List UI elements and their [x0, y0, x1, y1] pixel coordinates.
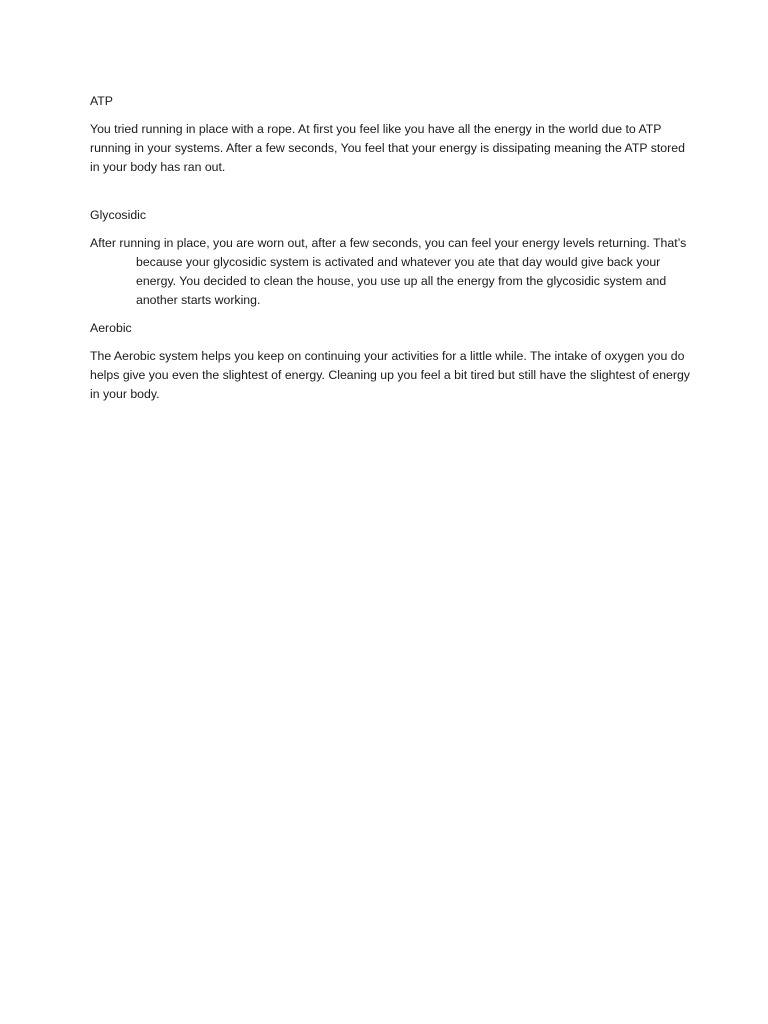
section-paragraph-aerobic: The Aerobic system helps you keep on continuing your activities for a little while. The intake of oxygen you do helps give you even the slightest of energy. Cleaning up you feel a bit tired but still have the slightest of energy in your body. [90, 349, 690, 401]
document-body [90, 92, 690, 404]
section-paragraph-glycosidic: After running in place, you are worn out, after a few seconds, you can feel your energy levels returning. That’s because your glycosidic system is activated and whatever you ate that day would give back your energy. You decided to clean the house, you use up all the energy from the glycosidic system and another starts working. [90, 236, 687, 307]
section-heading-aerobic: Aerobic [90, 321, 132, 335]
section-heading-atp: ATP [90, 94, 114, 108]
section-heading-glycosidic: Glycosidic [90, 208, 147, 222]
section-paragraph-atp: You tried running in place with a rope. At first you feel like you have all the energy in the world due to ATP running in your systems. After a few seconds, You feel that your energy is dissipating meaning the ATP stored in your body has ran out. [90, 122, 685, 174]
